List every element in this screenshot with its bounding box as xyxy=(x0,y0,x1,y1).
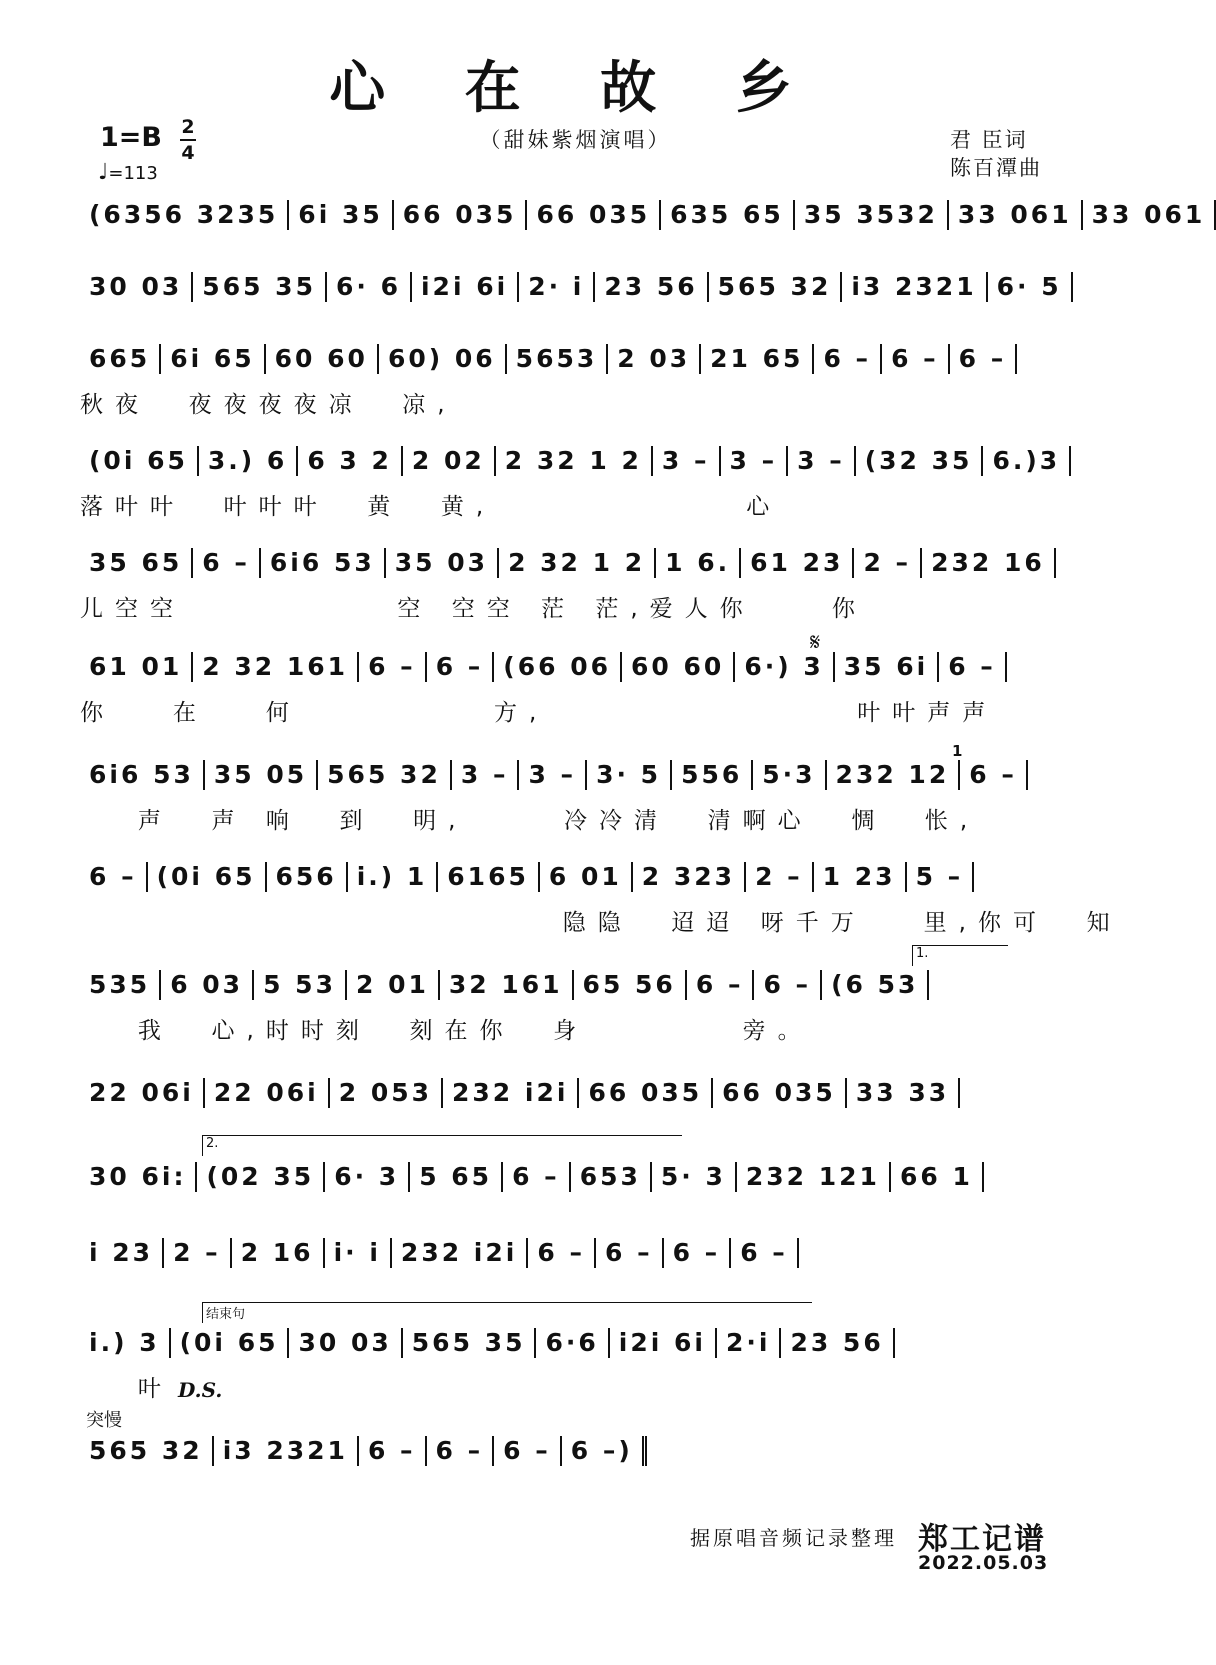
measure: 6 – xyxy=(427,1436,495,1466)
measure: 33 33 xyxy=(847,1078,960,1108)
measure: 6 – xyxy=(494,1436,562,1466)
score-row xyxy=(80,344,1080,374)
score-row xyxy=(80,272,1080,302)
song-title: 心 在 故 乡 xyxy=(329,55,822,121)
measure: 3· 5 xyxy=(587,760,672,790)
score-row xyxy=(80,200,1206,230)
measure: 635 65 xyxy=(661,200,795,230)
measure: 565 32 xyxy=(80,1436,214,1466)
score-row xyxy=(80,970,1080,1000)
measure: 66 1 xyxy=(891,1162,984,1192)
lyrics-line: 声 声 响 到 明, 冷冷清 清啊心 惆 怅, xyxy=(80,808,980,834)
measure: 6i6 53 xyxy=(261,548,386,578)
measure: 2 16 xyxy=(232,1238,325,1268)
measure: 5 53 xyxy=(254,970,347,1000)
sudden-slow-mark: 突慢 xyxy=(86,1410,122,1431)
measure: 6 – xyxy=(528,1238,596,1268)
lyrics-line: 秋夜 夜夜夜夜凉 凉, xyxy=(80,392,457,418)
measure: 6165 xyxy=(438,862,540,892)
measure: 35 6i xyxy=(835,652,939,682)
measure: 2 03 xyxy=(608,344,701,374)
measure: 3 – xyxy=(788,446,856,476)
measure: 565 32 xyxy=(709,272,843,302)
measure: (6356 3235 xyxy=(80,200,289,230)
score-row xyxy=(80,1328,1080,1358)
measure: 1 23 xyxy=(814,862,907,892)
measure: 22 06i xyxy=(80,1078,205,1108)
measure: 6·6 xyxy=(536,1328,609,1358)
measure: 60 60 xyxy=(622,652,735,682)
measure: 5 65 xyxy=(410,1162,503,1192)
measure: 30 03 xyxy=(289,1328,402,1358)
measure: 6· 3 xyxy=(325,1162,410,1192)
lyrics-line: 你 在 何 方, 叶叶声声 xyxy=(80,700,998,726)
measure: 61 01 xyxy=(80,652,193,682)
measure: 6·) 3 xyxy=(735,652,834,682)
measure: 6i 65 xyxy=(161,344,265,374)
measure: 30 6i: xyxy=(80,1162,197,1192)
transcription-date: 2022.05.03 xyxy=(918,1552,1049,1574)
measure: 3 – xyxy=(519,760,587,790)
measure: 653 xyxy=(571,1162,652,1192)
measure: 2 – xyxy=(854,548,922,578)
singer-credit: （甜妹紫烟演唱） xyxy=(479,128,672,152)
measure: 6 – xyxy=(596,1238,664,1268)
measure: 2· i xyxy=(519,272,595,302)
volta-1: 1. xyxy=(912,945,1008,966)
measure: 35 3532 xyxy=(795,200,949,230)
measure: 2 01 xyxy=(347,970,440,1000)
measure: 66 035 xyxy=(713,1078,847,1108)
measure: 5· 3 xyxy=(652,1162,737,1192)
measure: 35 05 xyxy=(205,760,318,790)
score-row xyxy=(80,548,1080,578)
measure: 6 03 xyxy=(161,970,254,1000)
measure: 3 – xyxy=(721,446,789,476)
measure: i.) 3 xyxy=(80,1328,171,1358)
measure: 2 – xyxy=(164,1238,232,1268)
tempo-marking xyxy=(98,160,158,185)
score-row xyxy=(80,760,1080,790)
measure: 232 i2i xyxy=(443,1078,579,1108)
measure: 6 – xyxy=(193,548,261,578)
measure: 232 121 xyxy=(737,1162,891,1192)
score-row xyxy=(80,862,1080,892)
measure: 6 – xyxy=(503,1162,571,1192)
credits xyxy=(950,126,1042,182)
measure: 60 60 xyxy=(266,344,379,374)
measure: (02 35 xyxy=(197,1162,325,1192)
measure: 61 23 xyxy=(741,548,854,578)
measure: 6 – xyxy=(359,1436,427,1466)
measure: i2i 6i xyxy=(610,1328,717,1358)
measure: 6 – xyxy=(960,760,1028,790)
measure: 6 – xyxy=(664,1238,732,1268)
measure: (0i 65 xyxy=(171,1328,290,1358)
measure: 66 035 xyxy=(527,200,661,230)
measure: i3 2321 xyxy=(842,272,987,302)
measure: 35 03 xyxy=(386,548,499,578)
measure: 656 xyxy=(267,862,348,892)
composer-credit: 陈百潭曲 xyxy=(950,156,1042,180)
measure: 66 035 xyxy=(579,1078,713,1108)
measure: 3.) 6 xyxy=(199,446,298,476)
measure: 23 56 xyxy=(781,1328,894,1358)
measure: 60) 06 xyxy=(379,344,507,374)
measure: i2i 6i xyxy=(412,272,519,302)
measure: 232 16 xyxy=(922,548,1056,578)
measure: (0i 65 xyxy=(80,446,199,476)
measure: 2 32 1 2 xyxy=(499,548,656,578)
measure: 66 035 xyxy=(394,200,528,230)
measure: 35 65 xyxy=(80,548,193,578)
measure: 6 01 xyxy=(540,862,633,892)
score-row xyxy=(80,1162,1080,1192)
measure: 2 32 1 2 xyxy=(496,446,653,476)
transcriber-brand: 郑工记谱 xyxy=(918,1522,1046,1557)
measure: 2 02 xyxy=(403,446,496,476)
measure: 6· 6 xyxy=(327,272,412,302)
ending-bracket: 结束句 xyxy=(202,1302,812,1323)
measure: 6 – xyxy=(731,1238,799,1268)
measure: 665 xyxy=(80,344,161,374)
measure: 565 35 xyxy=(193,272,327,302)
measure: 2 – xyxy=(746,862,814,892)
measure: 2 32 161 xyxy=(193,652,359,682)
ds-mark: D.S. xyxy=(178,1378,223,1402)
measure: 6.)3 xyxy=(983,446,1071,476)
measure: 6 – xyxy=(814,344,882,374)
tempo-value: =113 xyxy=(108,163,158,184)
lyrics-line: 我 心,时时刻 刻在你 身 旁。 xyxy=(80,1018,813,1044)
measure: 3 – xyxy=(452,760,520,790)
measure: 6 – xyxy=(754,970,822,1000)
measure: 33 061 xyxy=(1083,200,1216,230)
measure: i· i xyxy=(325,1238,392,1268)
measure: 6 – xyxy=(80,862,148,892)
measure: 33 061 xyxy=(949,200,1083,230)
measure: 3 – xyxy=(653,446,721,476)
measure: 565 32 xyxy=(318,760,452,790)
segno-mark: 𝄋 xyxy=(810,628,821,656)
measure: 565 35 xyxy=(403,1328,537,1358)
measure: 6 – xyxy=(882,344,950,374)
measure: i.) 1 xyxy=(348,862,439,892)
measure: 23 56 xyxy=(595,272,708,302)
key-signature: 1=B xyxy=(100,122,162,153)
measure: 232 12 xyxy=(827,760,961,790)
measure: 2 053 xyxy=(330,1078,443,1108)
score-row xyxy=(80,1238,1080,1268)
measure: 6 3 2 xyxy=(298,446,403,476)
measure: 5653 xyxy=(507,344,609,374)
measure: 6 – xyxy=(359,652,427,682)
lyrics-line: 叶 xyxy=(80,1376,173,1402)
lyrics-line: 儿空空 空 空空 茫 茫,爱人你 你 xyxy=(80,596,867,622)
measure: 5 – xyxy=(907,862,975,892)
measure: 535 xyxy=(80,970,161,1000)
time-signature-bottom: 4 xyxy=(181,142,195,164)
measure: (0i 65 xyxy=(148,862,267,892)
measure: i 23 xyxy=(80,1238,164,1268)
measure: 6i6 53 xyxy=(80,760,205,790)
measure: 21 65 xyxy=(701,344,814,374)
measure: (32 35 xyxy=(856,446,984,476)
time-signature-top: 2 xyxy=(181,116,195,138)
measure: 556 xyxy=(672,760,753,790)
measure: 6 – xyxy=(939,652,1007,682)
measure: 6· 5 xyxy=(988,272,1073,302)
measure: 6 –) xyxy=(562,1436,647,1466)
measure: 232 i2i xyxy=(392,1238,528,1268)
lyrics-line: 落叶叶 叶叶叶 黄 黄, 心 xyxy=(80,494,782,520)
score-row xyxy=(80,1078,1080,1108)
measure: 6 – xyxy=(687,970,755,1000)
measure: 1 6. xyxy=(656,548,741,578)
transcription-note: 据原唱音频记录整理 xyxy=(690,1526,897,1550)
measure: 22 06i xyxy=(205,1078,330,1108)
measure: i3 2321 xyxy=(214,1436,359,1466)
measure: 6 – xyxy=(950,344,1018,374)
measure: (6 53 xyxy=(822,970,929,1000)
measure: 6i 35 xyxy=(289,200,393,230)
volta-2: 2. xyxy=(202,1135,682,1156)
measure: 2·i xyxy=(717,1328,781,1358)
score-row xyxy=(80,652,1080,682)
measure: 32 161 xyxy=(440,970,574,1000)
quarter-note-icon: ♩ xyxy=(98,160,109,185)
lyrics-line: 隐隐 迢迢 呀千万 里,你可 知 xyxy=(80,910,1122,936)
first-ending-number: 1 xyxy=(952,742,963,760)
measure: 65 56 xyxy=(574,970,687,1000)
measure: (66 06 xyxy=(494,652,622,682)
measure: 2 323 xyxy=(633,862,746,892)
score-row xyxy=(80,1436,1080,1466)
measure: 6 – xyxy=(427,652,495,682)
measure: 5·3 xyxy=(753,760,826,790)
measure: 30 03 xyxy=(80,272,193,302)
lyricist-credit: 君 臣词 xyxy=(950,128,1028,152)
score-row xyxy=(80,446,1080,476)
